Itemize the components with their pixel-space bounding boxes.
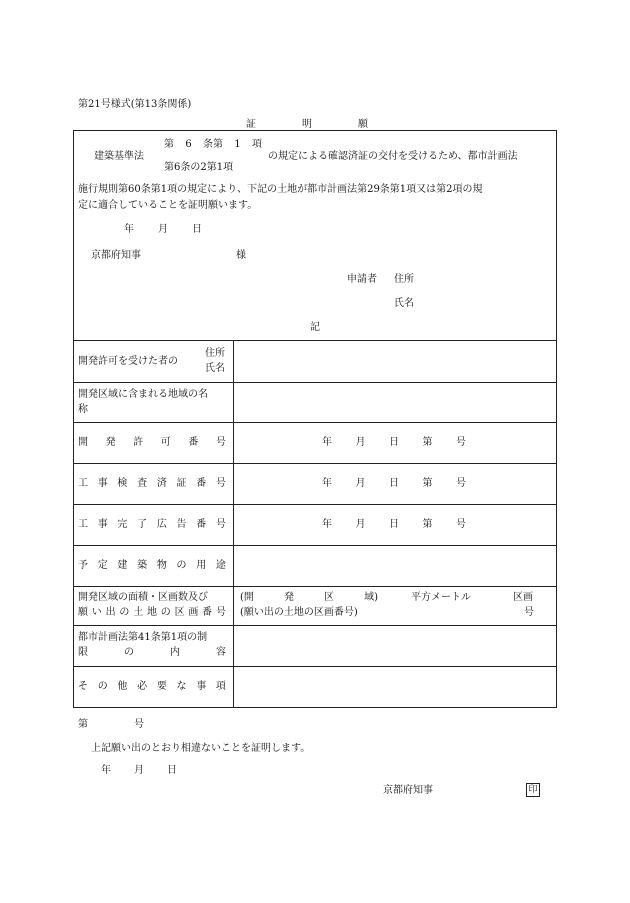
area-names-label-1: 開発区域に含まれる地域の名 bbox=[78, 389, 208, 400]
row-divider bbox=[73, 504, 557, 505]
area-names-label-2: 称 bbox=[78, 404, 88, 415]
body-line-1: 施行規則第60条第1項の規定により、下記の土地が都市計画法第29条第1項又は第2項の規 bbox=[78, 184, 483, 195]
applicant-name-label: 氏名 bbox=[394, 298, 414, 309]
permit-holder-label: 開発許可を受けた者の bbox=[78, 356, 178, 367]
title-char-2: 明 bbox=[302, 119, 312, 130]
form-frame bbox=[73, 130, 557, 708]
applicant-label: 申請者 bbox=[347, 274, 377, 285]
ki-marker: 記 bbox=[310, 322, 320, 333]
area-size-label-2: 願 い 出 の 土 地 の 区 画 番 号 bbox=[78, 607, 226, 618]
permit-holder-name-label: 氏名 bbox=[205, 363, 225, 374]
lot-unit: 区画 bbox=[513, 592, 533, 603]
issuer-name: 京都府知事 bbox=[383, 785, 433, 796]
body-line-2: 定に適合していることを証明願います。 bbox=[78, 200, 258, 211]
clause-tail: の規定による確認済証の交付を受けるため、都市計画法 bbox=[268, 151, 518, 162]
row-divider bbox=[73, 340, 557, 341]
document-title bbox=[246, 120, 368, 130]
permit-number-value: 年 月 日 第 号 bbox=[322, 437, 466, 448]
completion-number-label: 工 事 完 了 広 告 番 号 bbox=[78, 519, 226, 530]
restriction-label-2: 限 の 内 容 bbox=[78, 647, 226, 658]
honorific: 様 bbox=[236, 250, 246, 261]
other-matters-label: そ の 他 必 要 な 事 項 bbox=[78, 681, 226, 692]
law-name: 建築基準法 bbox=[94, 151, 144, 162]
development-area-label: (開 発 区 域) bbox=[240, 592, 378, 603]
article-line-2: 第6条の2第1項 bbox=[164, 162, 234, 173]
row-divider bbox=[73, 422, 557, 423]
lot-number-label: (願い出の土地の区画番号) bbox=[240, 607, 358, 618]
applicant-address-label: 住所 bbox=[394, 274, 414, 285]
lot-number-unit: 号 bbox=[524, 607, 534, 618]
inspection-number-value: 年 月 日 第 号 bbox=[322, 478, 466, 489]
addressee: 京都府知事 bbox=[91, 250, 141, 261]
certificate-number-suffix: 号 bbox=[134, 719, 144, 730]
row-divider bbox=[73, 463, 557, 464]
area-unit: 平方メートル bbox=[411, 592, 471, 603]
seal-box: 印 bbox=[526, 783, 540, 797]
certificate-number-prefix: 第 bbox=[78, 719, 88, 730]
article-line-1: 第 6 条第 1 項 bbox=[164, 139, 262, 150]
area-size-label-1: 開発区域の面積・区画数及び bbox=[78, 592, 208, 603]
certification-statement: 上記願い出のとおり相違ないことを証明します。 bbox=[91, 743, 311, 754]
title-char-3: 願 bbox=[358, 119, 368, 130]
form-number: 第21号様式(第13条関係) bbox=[78, 99, 192, 110]
row-divider bbox=[73, 666, 557, 667]
row-divider bbox=[73, 625, 557, 626]
building-use-label: 予 定 建 築 物 の 用 途 bbox=[78, 560, 226, 571]
inspection-number-label: 工 事 検 査 済 証 番 号 bbox=[78, 478, 226, 489]
column-divider bbox=[233, 340, 234, 708]
row-divider bbox=[73, 382, 557, 383]
application-date: 年 月 日 bbox=[124, 224, 202, 235]
completion-number-value: 年 月 日 第 号 bbox=[322, 519, 466, 530]
title-char-1: 証 bbox=[246, 119, 256, 130]
permit-holder-address-label: 住所 bbox=[205, 348, 225, 359]
row-divider bbox=[73, 545, 557, 546]
row-divider bbox=[73, 586, 557, 587]
permit-number-label: 開 発 許 可 番 号 bbox=[78, 437, 226, 448]
certification-date: 年 月 日 bbox=[101, 765, 177, 776]
restriction-label-1: 都市計画法第41条第1項の制 bbox=[78, 632, 208, 643]
